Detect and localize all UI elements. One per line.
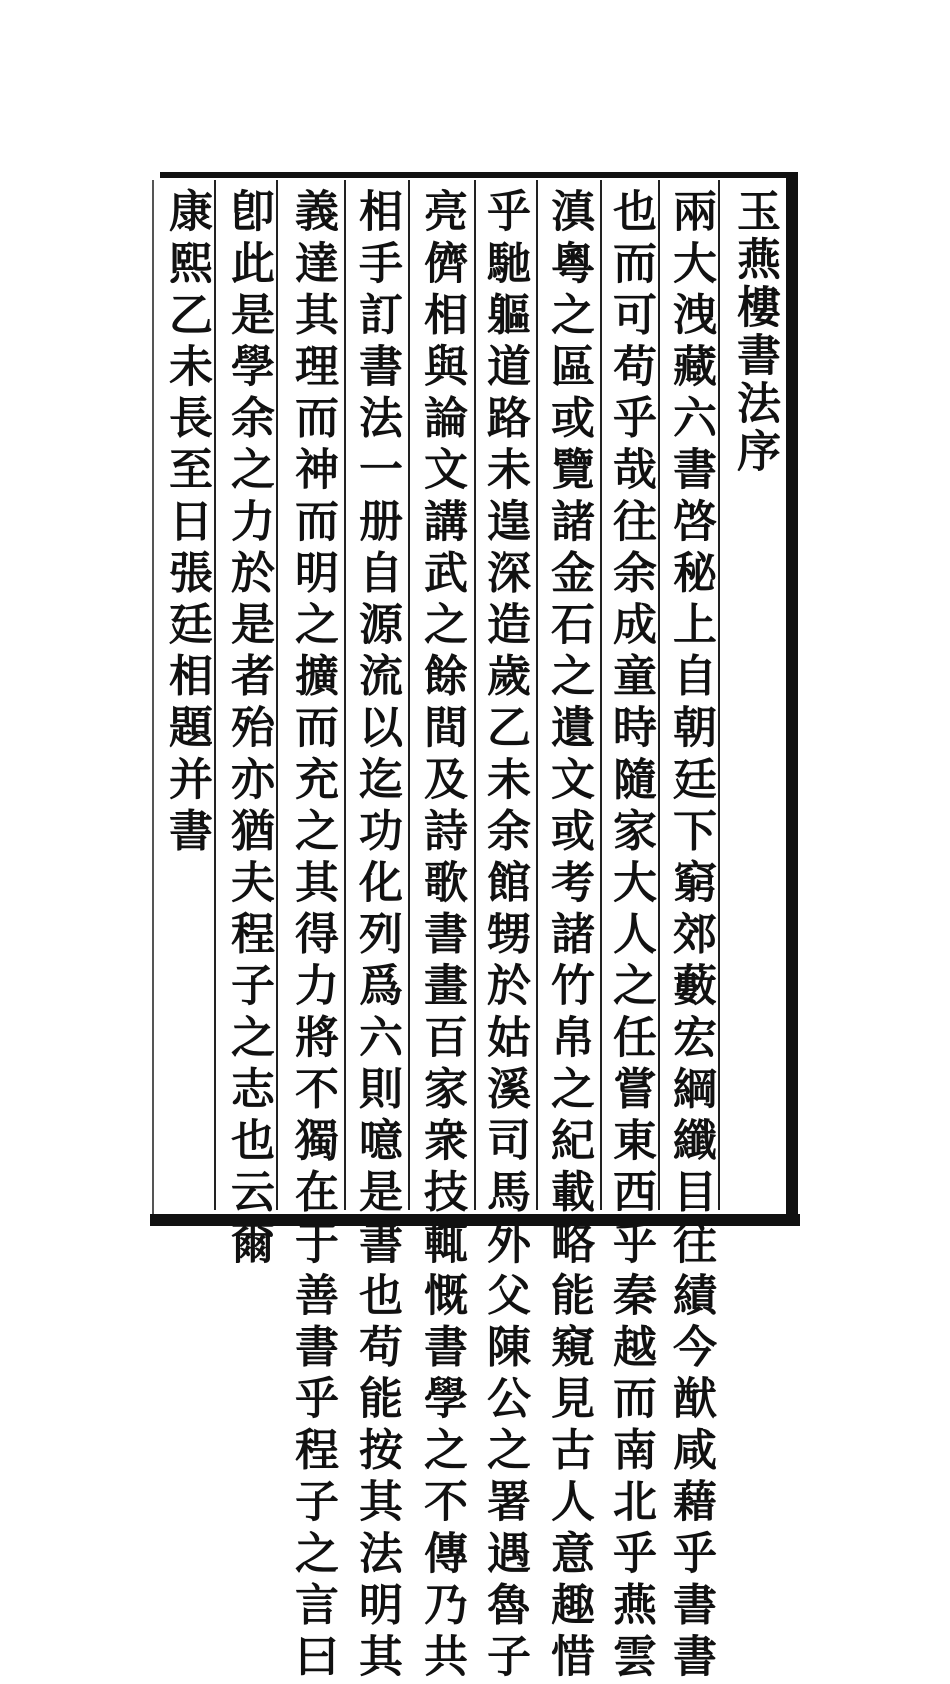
signature-column: 康熙乙未長至日張廷相題并書 xyxy=(161,188,212,859)
text-column-7: 義達其理而神而明之擴而充之其得力將不獨在于善書乎程子之言曰 xyxy=(287,188,338,1684)
frame-top-border xyxy=(160,172,796,178)
column-rule xyxy=(718,180,720,1210)
text-column-8: 卽此是學余之力於是者殆亦猶夫程子之志也云爾 xyxy=(223,188,274,1272)
text-column-6: 相手訂書法一册自源流以迄功化列爲六則噫是書也苟能按其法明其 xyxy=(351,188,402,1684)
column-rule xyxy=(600,180,602,1210)
column-rule xyxy=(474,180,476,1210)
frame-left-border xyxy=(152,180,154,1214)
column-rule xyxy=(214,180,216,1210)
text-column-2: 也而可苟乎哉往余成童時隨家大人之任嘗東西乎秦越而南北乎燕雲 xyxy=(605,188,656,1684)
column-rule xyxy=(658,180,660,1210)
document-title: 玉燕樓書法序 xyxy=(729,188,780,476)
column-rule xyxy=(536,180,538,1210)
column-rule xyxy=(276,180,278,1210)
text-column-1: 兩大洩藏六書啓秘上自朝廷下窮郊藪宏綱纖目往績今猷咸藉乎書書 xyxy=(665,188,716,1684)
text-column-3: 滇粵之區或覽諸金石之遺文或考諸竹帛之紀載略能窺見古人意趣惜 xyxy=(543,188,594,1684)
column-rule xyxy=(344,180,346,1210)
column-rule xyxy=(408,180,410,1210)
frame-right-border xyxy=(786,172,798,1226)
text-column-5: 亮儕相與論文講武之餘間及詩歌書畫百家衆技輒慨書學之不傳乃共 xyxy=(416,188,467,1684)
text-column-4: 乎馳軀道路未遑深造歲乙未余館甥於姑溪司馬外父陳公之署遇魯子 xyxy=(479,188,530,1684)
